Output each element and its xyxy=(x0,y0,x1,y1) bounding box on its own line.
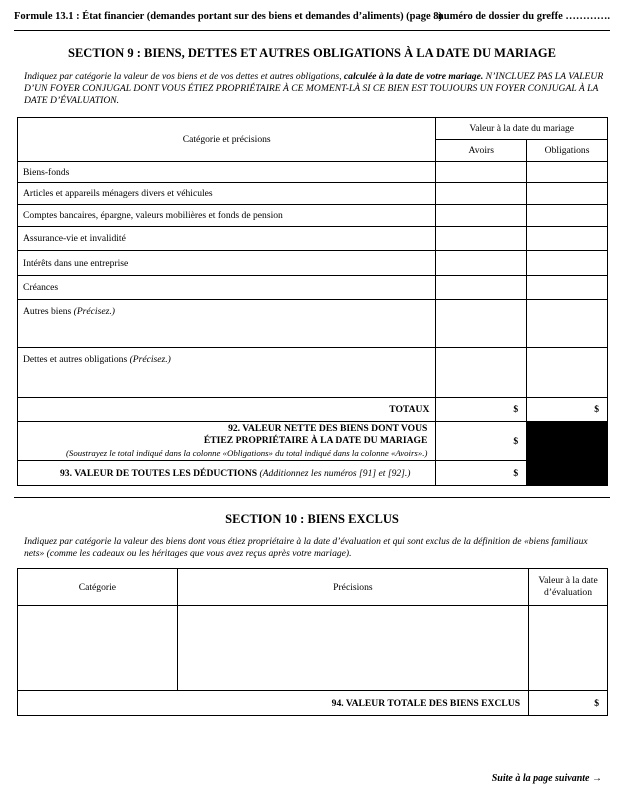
court-file-number: numéro de dossier du greffe …………. xyxy=(437,11,610,22)
col-header-assets: Avoirs xyxy=(436,140,527,162)
assets-cell[interactable] xyxy=(436,183,527,205)
col-header-category: Catégorie xyxy=(18,569,178,606)
section9-instr-bold: calculée à la date de votre mariage. xyxy=(343,71,484,82)
section9-instr-caps: N’INCLUEZ PAS LA VALEUR D’UN FOYER CONJUGAL DONT VOUS ÉTIEZ PROPRIÉTAIRE À CE MOMENT-LÀ SI CE BIEN EST TOUJOURS UN FOYER CONJUGAL À LA DATE D’ÉVALUATION. xyxy=(24,71,604,106)
section9-table xyxy=(17,117,608,486)
obligations-cell[interactable] xyxy=(527,348,608,398)
form-title: Formule 13.1 : État financier (demandes portant sur des biens et demandes d’aliments) (page 8) xyxy=(14,11,443,22)
assets-cell[interactable] xyxy=(436,300,527,348)
details-cell[interactable] xyxy=(177,606,528,691)
line92-value[interactable]: $ xyxy=(436,422,527,461)
continued-next-page: Suite à la page suivante → xyxy=(491,773,602,784)
assets-cell[interactable] xyxy=(436,162,527,183)
other-assets-note: (Précisez.) xyxy=(73,306,115,317)
obligations-cell[interactable] xyxy=(527,162,608,183)
row-receivables: Créances xyxy=(18,276,436,300)
line93-label xyxy=(18,461,436,486)
value-cell[interactable] xyxy=(529,606,608,691)
row-real-estate: Biens-fonds xyxy=(18,162,436,183)
assets-cell[interactable] xyxy=(436,251,527,276)
assets-cell[interactable] xyxy=(436,227,527,251)
line93-value[interactable]: $ xyxy=(436,461,527,486)
section9-instr-text: Indiquez par catégorie la valeur de vos biens et de vos dettes et autres obligations, xyxy=(24,71,344,82)
debts-note: (Précisez.) xyxy=(129,354,171,365)
line93-note: (Additionnez les numéros [91] et [92].) xyxy=(257,467,411,479)
line94-value[interactable]: $ xyxy=(529,691,608,716)
totals-assets[interactable]: $ xyxy=(436,398,527,422)
totals-obligations[interactable]: $ xyxy=(527,398,608,422)
col-header-obligations: Obligations xyxy=(527,140,608,162)
obligations-cell[interactable] xyxy=(527,227,608,251)
obligations-cell[interactable] xyxy=(527,183,608,205)
obligations-cell[interactable] xyxy=(527,300,608,348)
section-divider xyxy=(14,497,610,498)
col-header-category: Catégorie et précisions xyxy=(18,118,436,162)
obligations-cell[interactable] xyxy=(527,276,608,300)
row-life-insurance: Assurance-vie et invalidité xyxy=(18,227,436,251)
obligations-cell[interactable] xyxy=(527,205,608,227)
section10-title: SECTION 10 : BIENS EXCLUS xyxy=(225,512,399,526)
row-household-items: Articles et appareils ménagers divers et véhicules xyxy=(18,183,436,205)
row-bank-accounts: Comptes bancaires, épargne, valeurs mobilières et fonds de pension xyxy=(18,205,436,227)
row-business-interests: Intérêts dans une entreprise xyxy=(18,251,436,276)
section9-instructions xyxy=(24,71,604,107)
col-header-valuation-value: Valeur à la date d’évaluation xyxy=(529,569,608,606)
line92-text: 92. VALEUR NETTE DES BIENS DONT VOUS ÉTIEZ PROPRIÉTAIRE À LA DATE DU MARIAGE xyxy=(203,423,428,446)
other-assets-label: Autres biens xyxy=(23,306,74,317)
category-cell[interactable] xyxy=(18,606,178,691)
section9-title: SECTION 9 : BIENS, DETTES ET AUTRES OBLIGATIONS À LA DATE DU MARIAGE xyxy=(68,46,556,60)
section10-table xyxy=(17,568,608,716)
col-header-details: Précisions xyxy=(177,569,528,606)
debts-label: Dettes et autres obligations xyxy=(23,354,130,365)
assets-cell[interactable] xyxy=(436,276,527,300)
header-rule xyxy=(14,30,610,31)
row-debts xyxy=(18,348,436,398)
row-other-assets xyxy=(18,300,436,348)
line92-note: (Soustrayez le total indiqué dans la colonne «Obligations» du total indiqué dans la colonne «Avoirs».) xyxy=(66,448,428,458)
shaded-cell xyxy=(527,461,608,486)
shaded-cell xyxy=(527,422,608,461)
line93-text: 93. VALEUR DE TOUTES LES DÉDUCTIONS xyxy=(60,467,258,479)
line92-label xyxy=(18,422,436,461)
assets-cell[interactable] xyxy=(436,205,527,227)
assets-cell[interactable] xyxy=(436,348,527,398)
line94-label: 94. VALEUR TOTALE DES BIENS EXCLUS xyxy=(18,691,529,716)
obligations-cell[interactable] xyxy=(527,251,608,276)
col-header-value-date-marriage: Valeur à la date du mariage xyxy=(436,118,608,140)
totals-label: TOTAUX xyxy=(18,398,436,422)
section10-instructions: Indiquez par catégorie la valeur des biens dont vous étiez propriétaire à la date d’évaluation et qui sont exclus de la définition de «biens familiaux nets» (comme les cadeaux ou les héritages que vous avez reçus après votre mariage). xyxy=(24,536,588,559)
